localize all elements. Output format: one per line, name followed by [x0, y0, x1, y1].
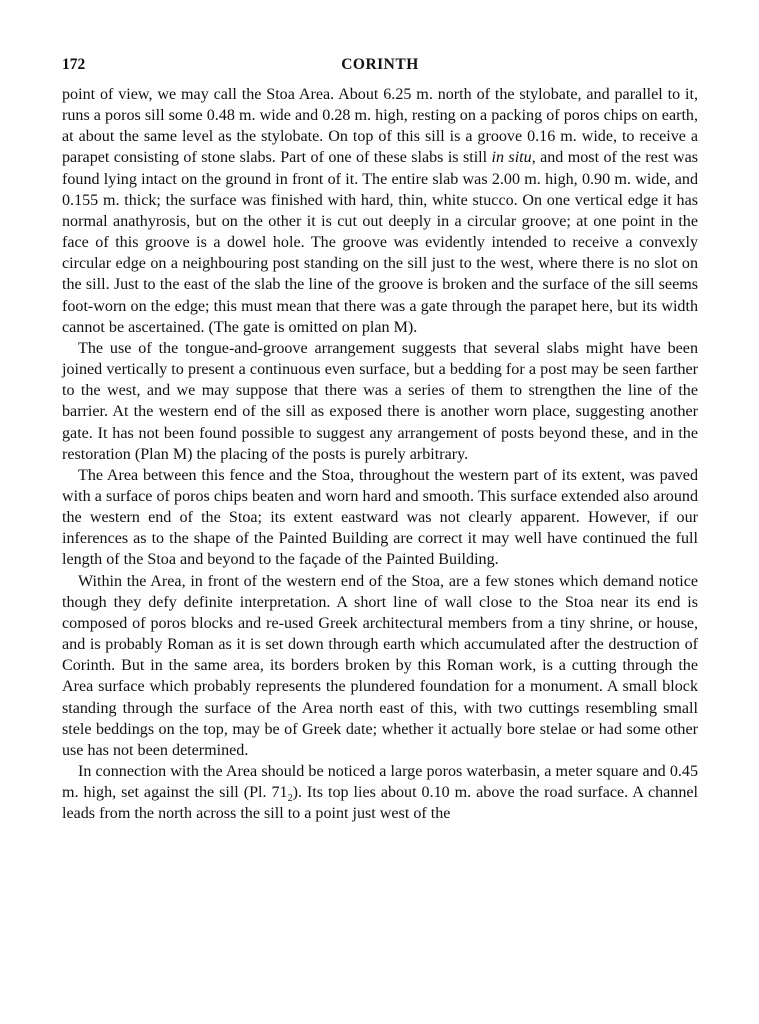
paragraph-2: The use of the tongue-and-groove arrangement suggests that several slabs might have been joined vertically to present a continuous even surface, but a bedding for a post may be seen farther to the west, and we may suppose that there was a series of them to strengthen the line of the barrier. At the western end of the sill as exposed there is another worn place, suggesting another gate. It has not been found possible to suggest any arrangement of posts beyond these, and in the restoration (Plan M) the placing of the posts is purely arbitrary. — [62, 339, 698, 463]
paragraph-1-text: point of view, we may call the Stoa Area. About 6.25 m. north of the stylobate, and parallel to it, runs a poros sill some 0.48 m. wide and 0.28 m. high, resting on a packing of poros chips on earth, at about the same level as the stylobate. On top of this sill is a groove 0.16 m. wide, to receive a parapet consisting of stone slabs. Part of one of these slabs is still — [62, 86, 698, 167]
running-title: CORINTH — [341, 56, 419, 73]
paragraph-3: The Area between this fence and the Stoa, throughout the western part of its extent, was paved with a surface of poros chips beaten and worn hard and smooth. This surface extended also around the western end of the Stoa; its extent eastward was not clearly apparent. However, if our inferences as to the shape of the Painted Building are correct it may well have continued the full length of the Stoa and beyond to the façade of the Painted Building. — [62, 466, 698, 569]
paragraph-1-italic: in situ — [491, 149, 532, 167]
paragraph-1 — [62, 84, 698, 338]
paragraph-1-text-after: , and most of the rest was found lying intact on the ground in front of it. The entire slab was 2.00 m. high, 0.90 m. wide, and 0.155 m. thick; the surface was finished with hard, thin, white stucco. On one vertical edge it has normal anathyrosis, but on the other it is cut out deeply in a circular groove; at one point in the face of this groove is a dowel hole. The groove was evidently intended to receive a convexly circular edge on a neighbouring post standing on the sill just to the west, where there is no slot on the sill. Just to the east of the slab the line of the groove is broken and the surface of the sill seems foot-worn on the edge; this must mean that there was a gate through the parapet here, but its width cannot be ascertained. (The gate is omitted on plan M). — [62, 149, 698, 336]
paragraph-5-text-after: ). Its top lies about 0.10 m. above the road surface. A channel leads from the north across the sill to a point just west of the — [62, 784, 699, 823]
body-text — [62, 84, 698, 824]
page — [62, 56, 698, 824]
paragraph-4: Within the Area, in front of the western end of the Stoa, are a few stones which demand notice though they defy definite interpretation. A short line of wall close to the Stoa near its end is composed of poros blocks and re-used Greek architectural members from a tiny shrine, or house, and is probably Roman as it is set down through earth which accumulated after the destruction of Corinth. But in the same area, its borders broken by this Roman work, is a cutting through the Area surface which probably represents the plundered foundation for a monument. A small block standing through the surface of the Area north east of this, with two cuttings resembling small stele beddings on the top, may be of Greek date; whether it actually bore stelae or had some other use has not been determined. — [62, 572, 698, 759]
paragraph-5-text: In connection with the Area should be noticed a large poros waterbasin, a meter square and 0.45 m. high, set against the sill (Pl. 71 — [62, 763, 698, 802]
page-number: 172 — [62, 56, 86, 73]
paragraph-5 — [62, 761, 698, 824]
plate-subscript: 2 — [287, 793, 293, 805]
running-head — [62, 56, 698, 84]
